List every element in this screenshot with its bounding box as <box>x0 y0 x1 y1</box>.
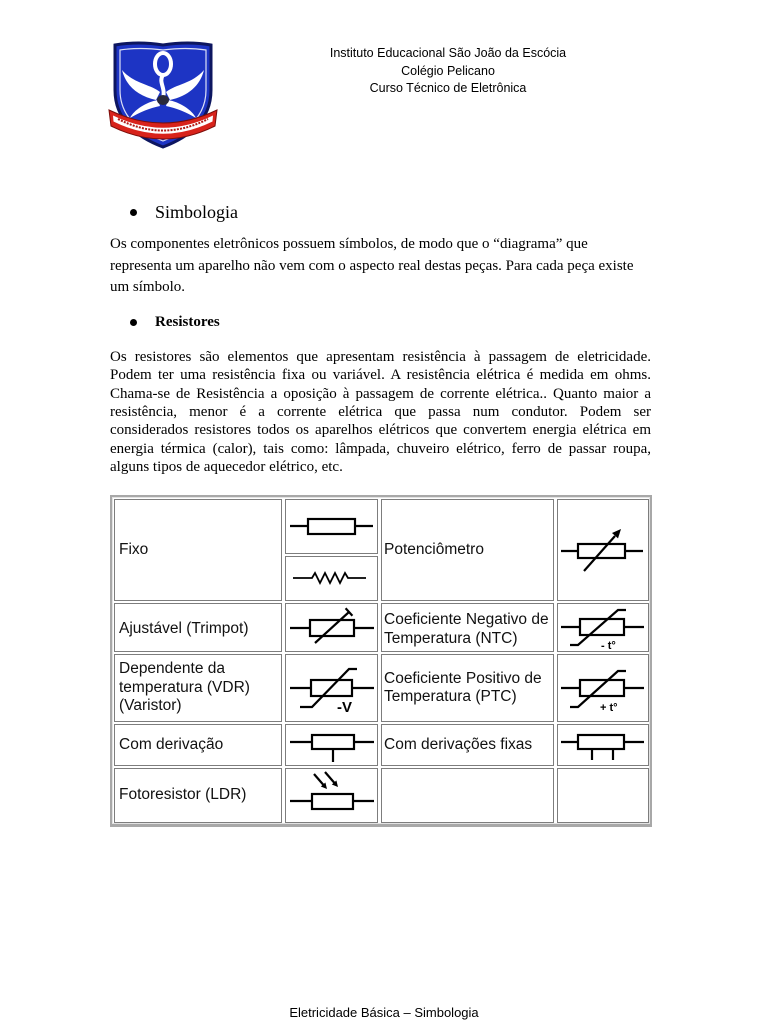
table-cell-derivacao-symbol <box>285 724 378 766</box>
table-cell-derivacoes-fixas-label <box>381 724 554 766</box>
table-cell-fixo-symbol-alt <box>285 556 378 601</box>
table-label-line: temperatura (VDR) <box>119 678 250 696</box>
ldr-photoresistor-icon <box>285 768 378 823</box>
table-cell-ptc-symbol <box>557 654 649 722</box>
table-label-line: Coeficiente Positivo de <box>384 669 542 687</box>
institution-name: Instituto Educacional São João da Escócia <box>329 46 567 60</box>
school-name: Colégio Pelicano <box>401 63 495 78</box>
vdr-symbol-label: -V <box>337 699 352 716</box>
table-label-line: Potenciômetro <box>384 540 484 558</box>
ptc-thermistor-icon <box>557 654 649 722</box>
paragraph-line: representa um aparelho não vem com o aspecto real destas peças. Para cada peça existe <box>110 257 634 274</box>
table-label-line: Dependente da <box>119 660 226 678</box>
school-shield-logo-icon <box>108 40 218 150</box>
table-cell-ntc-symbol <box>557 603 649 652</box>
page-footer: Eletricidade Básica – Simbologia <box>289 1005 479 1020</box>
table-cell-ldr-label <box>114 768 282 823</box>
table-cell-ajustavel-label <box>114 603 282 652</box>
trimpot-icon <box>285 603 378 652</box>
table-label-line: Com derivação <box>119 735 224 753</box>
fixed-resistor-icon <box>285 499 378 554</box>
table-cell-vdr-label <box>114 654 282 722</box>
paragraph-line: Podem ter uma resistência fixa ou variável. A resistência elétrica é medida em ohms. <box>110 367 651 384</box>
paragraph-line: alguns tipos de aquecedor elétrico, etc. <box>110 459 343 476</box>
varistor-icon <box>285 654 378 722</box>
paragraph-line: resistência, menor é a corrente elétrica que passa num condutor. Podem ser <box>110 404 651 421</box>
paragraph-line: um símbolo. <box>110 279 186 295</box>
table-cell-ldr-symbol <box>285 768 378 823</box>
paragraph-line: Os resistores são elementos que apresentam resistência à passagem de eletricidade. <box>110 349 651 365</box>
paragraph-line: energia térmica (calor), tais como: lâmpada, chuveiro elétrico, ferro de passar roupa, <box>110 440 651 457</box>
table-cell-vdr-symbol <box>285 654 378 722</box>
fixed-taps-resistor-icon <box>557 724 649 766</box>
tapped-resistor-icon <box>285 724 378 766</box>
paragraph-line: Os componentes eletrônicos possuem símbolos, de modo que o “diagrama” que <box>110 236 588 252</box>
table-cell-empty <box>557 768 649 823</box>
course-name: Curso Técnico de Eletrônica <box>369 81 527 95</box>
ntc-thermistor-icon <box>557 603 649 652</box>
table-cell-ptc-label <box>381 654 554 722</box>
ptc-symbol-label: + t° <box>600 702 618 714</box>
resistores-paragraph <box>110 348 651 476</box>
table-cell-potenciometro-label <box>381 499 554 601</box>
bullet-icon <box>130 319 137 326</box>
bullet-icon <box>130 209 137 216</box>
institution-header <box>248 45 648 98</box>
table-cell-fixo-label <box>114 499 282 601</box>
paragraph-line: Chama-se de Resistência a oposição à passagem de corrente elétrica.. Quanto maior a <box>110 385 651 402</box>
table-label-line: Fixo <box>119 540 149 558</box>
table-label-line: Fotoresistor (LDR) <box>119 786 247 804</box>
section-title-simbologia: Simbologia <box>155 202 239 222</box>
table-cell-potenciometro-symbol <box>557 499 649 601</box>
table-cell-derivacao-label <box>114 724 282 766</box>
table-label-line: Temperatura (NTC) <box>384 629 518 647</box>
table-cell-ntc-label <box>381 603 554 652</box>
potentiometer-icon <box>557 499 649 601</box>
table-cell-fixo-symbol <box>285 499 378 554</box>
table-label-line: (Varistor) <box>119 697 182 715</box>
table-label-line: Temperatura (PTC) <box>384 688 517 705</box>
table-cell-ajustavel-symbol <box>285 603 378 652</box>
ntc-symbol-label: - t° <box>601 640 616 652</box>
zigzag-resistor-icon <box>285 556 378 601</box>
table-label-line: Ajustável (Trimpot) <box>119 620 249 638</box>
paragraph-line: considerados resistores todos os aparelhos elétricos que convertem energia elétrica em <box>110 422 651 439</box>
section-title-resistores: Resistores <box>155 314 220 330</box>
table-label-line: Com derivações fixas <box>384 735 533 753</box>
table-label-line: Coeficiente Negativo de <box>384 611 549 628</box>
table-cell-empty <box>381 768 554 823</box>
simbologia-paragraph <box>110 234 655 299</box>
table-cell-derivacoes-fixas-symbol <box>557 724 649 766</box>
